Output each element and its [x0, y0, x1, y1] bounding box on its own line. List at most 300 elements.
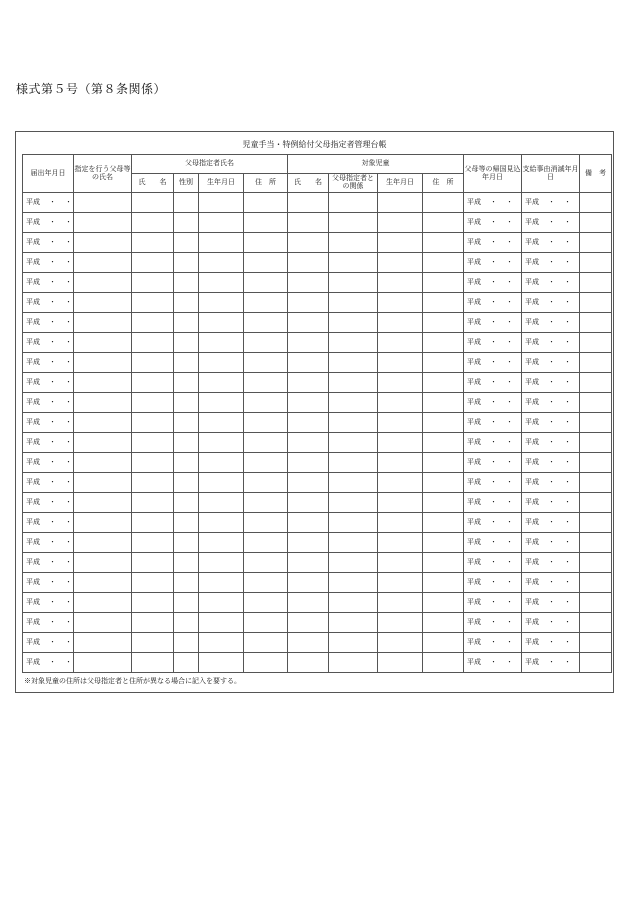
blank-cell	[423, 653, 464, 673]
cessation-date-cell	[522, 573, 580, 593]
era-label: 平成	[467, 297, 481, 306]
blank-cell	[174, 273, 199, 293]
blank-cell	[288, 573, 329, 593]
blank-cell	[580, 193, 612, 213]
return-date-cell	[464, 553, 522, 573]
era-label: 平成	[525, 317, 539, 326]
blank-cell	[174, 513, 199, 533]
filing-date-cell	[23, 633, 74, 653]
date-dots: ・ ・	[49, 297, 73, 306]
date-dots: ・ ・	[548, 557, 572, 566]
era-label: 平成	[467, 377, 481, 386]
footnote: ※対象児童の住所は父母指定者と住所が異なる場合に記入を要する。	[24, 677, 241, 685]
table-row	[23, 473, 612, 493]
date-dots: ・ ・	[490, 237, 514, 246]
blank-cell	[132, 613, 174, 633]
cessation-date-cell	[522, 333, 580, 353]
blank-cell	[174, 473, 199, 493]
return-date-cell	[464, 573, 522, 593]
blank-cell	[378, 353, 423, 373]
filing-date-cell	[23, 213, 74, 233]
date-dots: ・ ・	[548, 257, 572, 266]
blank-cell	[74, 273, 132, 293]
era-label: 平成	[467, 237, 481, 246]
blank-cell	[423, 633, 464, 653]
blank-cell	[132, 333, 174, 353]
blank-cell	[174, 333, 199, 353]
date-dots: ・ ・	[49, 357, 73, 366]
blank-cell	[329, 333, 378, 353]
blank-cell	[580, 613, 612, 633]
date-dots: ・ ・	[490, 577, 514, 586]
blank-cell	[329, 393, 378, 413]
date-dots: ・ ・	[548, 297, 572, 306]
return-date-cell	[464, 333, 522, 353]
era-label: 平成	[26, 217, 40, 226]
blank-cell	[132, 533, 174, 553]
blank-cell	[174, 413, 199, 433]
blank-cell	[174, 553, 199, 573]
blank-cell	[74, 213, 132, 233]
date-dots: ・ ・	[49, 437, 73, 446]
blank-cell	[199, 413, 244, 433]
blank-cell	[74, 453, 132, 473]
table-row	[23, 393, 612, 413]
date-dots: ・ ・	[490, 357, 514, 366]
blank-cell	[378, 293, 423, 313]
blank-cell	[288, 233, 329, 253]
date-dots: ・ ・	[490, 297, 514, 306]
cessation-date-cell	[522, 533, 580, 553]
header-remarks: 備 考	[580, 155, 612, 193]
table-row	[23, 533, 612, 553]
era-label: 平成	[525, 357, 539, 366]
ledger-frame	[15, 131, 614, 693]
blank-cell	[288, 353, 329, 373]
blank-cell	[199, 193, 244, 213]
era-label: 平成	[525, 397, 539, 406]
date-dots: ・ ・	[490, 617, 514, 626]
blank-cell	[199, 513, 244, 533]
cessation-date-cell	[522, 393, 580, 413]
return-date-cell	[464, 533, 522, 553]
date-dots: ・ ・	[49, 477, 73, 486]
header-child-relation: 父母指定者との関係	[329, 174, 378, 193]
era-label: 平成	[26, 577, 40, 586]
era-label: 平成	[467, 517, 481, 526]
return-date-cell	[464, 353, 522, 373]
date-dots: ・ ・	[548, 497, 572, 506]
blank-cell	[244, 453, 288, 473]
blank-cell	[288, 473, 329, 493]
blank-cell	[244, 273, 288, 293]
table-row	[23, 213, 612, 233]
blank-cell	[74, 353, 132, 373]
blank-cell	[199, 273, 244, 293]
blank-cell	[199, 213, 244, 233]
blank-cell	[74, 233, 132, 253]
blank-cell	[288, 273, 329, 293]
blank-cell	[132, 253, 174, 273]
blank-cell	[244, 633, 288, 653]
blank-cell	[74, 433, 132, 453]
table-row	[23, 653, 612, 673]
return-date-cell	[464, 613, 522, 633]
blank-cell	[329, 593, 378, 613]
return-date-cell	[464, 473, 522, 493]
blank-cell	[132, 193, 174, 213]
era-label: 平成	[467, 337, 481, 346]
blank-cell	[199, 373, 244, 393]
blank-cell	[74, 633, 132, 653]
date-dots: ・ ・	[490, 337, 514, 346]
filing-date-cell	[23, 313, 74, 333]
table-row	[23, 353, 612, 373]
date-dots: ・ ・	[49, 537, 73, 546]
blank-cell	[199, 453, 244, 473]
era-label: 平成	[467, 277, 481, 286]
blank-cell	[288, 613, 329, 633]
blank-cell	[580, 653, 612, 673]
blank-cell	[378, 653, 423, 673]
filing-date-cell	[23, 513, 74, 533]
blank-cell	[199, 593, 244, 613]
blank-cell	[329, 213, 378, 233]
return-date-cell	[464, 193, 522, 213]
return-date-cell	[464, 213, 522, 233]
blank-cell	[580, 413, 612, 433]
filing-date-cell	[23, 393, 74, 413]
blank-cell	[199, 293, 244, 313]
era-label: 平成	[467, 477, 481, 486]
blank-cell	[174, 393, 199, 413]
filing-date-cell	[23, 373, 74, 393]
filing-date-cell	[23, 453, 74, 473]
blank-cell	[74, 493, 132, 513]
blank-cell	[378, 413, 423, 433]
blank-cell	[580, 353, 612, 373]
era-label: 平成	[525, 617, 539, 626]
table-row	[23, 313, 612, 333]
date-dots: ・ ・	[490, 257, 514, 266]
blank-cell	[378, 233, 423, 253]
blank-cell	[174, 253, 199, 273]
blank-cell	[174, 533, 199, 553]
table-row	[23, 493, 612, 513]
era-label: 平成	[525, 417, 539, 426]
date-dots: ・ ・	[548, 537, 572, 546]
date-dots: ・ ・	[548, 397, 572, 406]
era-label: 平成	[26, 617, 40, 626]
era-label: 平成	[467, 197, 481, 206]
blank-cell	[329, 533, 378, 553]
blank-cell	[580, 333, 612, 353]
blank-cell	[288, 493, 329, 513]
blank-cell	[174, 433, 199, 453]
table-row	[23, 373, 612, 393]
cessation-date-cell	[522, 273, 580, 293]
return-date-cell	[464, 373, 522, 393]
date-dots: ・ ・	[490, 437, 514, 446]
blank-cell	[580, 273, 612, 293]
blank-cell	[288, 373, 329, 393]
blank-cell	[174, 613, 199, 633]
blank-cell	[199, 573, 244, 593]
date-dots: ・ ・	[548, 477, 572, 486]
blank-cell	[423, 393, 464, 413]
era-label: 平成	[26, 657, 40, 666]
cessation-date-cell	[522, 193, 580, 213]
blank-cell	[74, 293, 132, 313]
blank-cell	[288, 413, 329, 433]
blank-cell	[329, 553, 378, 573]
blank-cell	[199, 313, 244, 333]
date-dots: ・ ・	[49, 337, 73, 346]
blank-cell	[132, 513, 174, 533]
table-row	[23, 433, 612, 453]
blank-cell	[423, 273, 464, 293]
blank-cell	[174, 593, 199, 613]
blank-cell	[329, 513, 378, 533]
blank-cell	[378, 313, 423, 333]
blank-cell	[288, 633, 329, 653]
blank-cell	[74, 573, 132, 593]
blank-cell	[132, 213, 174, 233]
blank-cell	[423, 313, 464, 333]
era-label: 平成	[467, 217, 481, 226]
blank-cell	[580, 233, 612, 253]
era-label: 平成	[467, 437, 481, 446]
blank-cell	[329, 613, 378, 633]
return-date-cell	[464, 293, 522, 313]
blank-cell	[132, 273, 174, 293]
blank-cell	[244, 493, 288, 513]
header-designee-address: 住 所	[244, 174, 288, 193]
blank-cell	[244, 313, 288, 333]
era-label: 平成	[467, 317, 481, 326]
blank-cell	[288, 593, 329, 613]
blank-cell	[174, 293, 199, 313]
cessation-date-cell	[522, 473, 580, 493]
blank-cell	[174, 653, 199, 673]
return-date-cell	[464, 513, 522, 533]
blank-cell	[378, 193, 423, 213]
cessation-date-cell	[522, 553, 580, 573]
table-row	[23, 193, 612, 213]
blank-cell	[74, 393, 132, 413]
return-date-cell	[464, 493, 522, 513]
blank-cell	[288, 253, 329, 273]
date-dots: ・ ・	[490, 537, 514, 546]
era-label: 平成	[525, 337, 539, 346]
date-dots: ・ ・	[548, 277, 572, 286]
blank-cell	[423, 233, 464, 253]
blank-cell	[378, 553, 423, 573]
blank-cell	[423, 253, 464, 273]
blank-cell	[244, 433, 288, 453]
blank-cell	[132, 553, 174, 573]
era-label: 平成	[467, 537, 481, 546]
era-label: 平成	[26, 237, 40, 246]
blank-cell	[329, 493, 378, 513]
date-dots: ・ ・	[49, 637, 73, 646]
era-label: 平成	[26, 397, 40, 406]
date-dots: ・ ・	[490, 217, 514, 226]
blank-cell	[329, 653, 378, 673]
blank-cell	[329, 633, 378, 653]
blank-cell	[199, 353, 244, 373]
blank-cell	[329, 433, 378, 453]
filing-date-cell	[23, 573, 74, 593]
era-label: 平成	[26, 317, 40, 326]
era-label: 平成	[525, 517, 539, 526]
blank-cell	[378, 473, 423, 493]
header-designee-name: 氏 名	[132, 174, 174, 193]
blank-cell	[244, 193, 288, 213]
blank-cell	[580, 293, 612, 313]
date-dots: ・ ・	[548, 617, 572, 626]
table-row	[23, 633, 612, 653]
blank-cell	[174, 573, 199, 593]
blank-cell	[580, 633, 612, 653]
header-cessation-date: 支給事由消滅年月日	[522, 155, 580, 193]
blank-cell	[74, 533, 132, 553]
blank-cell	[378, 433, 423, 453]
blank-cell	[132, 293, 174, 313]
filing-date-cell	[23, 433, 74, 453]
cessation-date-cell	[522, 593, 580, 613]
blank-cell	[288, 313, 329, 333]
blank-cell	[244, 353, 288, 373]
blank-cell	[244, 533, 288, 553]
filing-date-cell	[23, 413, 74, 433]
blank-cell	[423, 373, 464, 393]
era-label: 平成	[525, 437, 539, 446]
era-label: 平成	[26, 597, 40, 606]
table-row	[23, 413, 612, 433]
blank-cell	[74, 553, 132, 573]
blank-cell	[288, 193, 329, 213]
return-date-cell	[464, 653, 522, 673]
blank-cell	[132, 353, 174, 373]
blank-cell	[174, 373, 199, 393]
header-child-birth: 生年月日	[378, 174, 423, 193]
filing-date-cell	[23, 273, 74, 293]
blank-cell	[288, 533, 329, 553]
return-date-cell	[464, 273, 522, 293]
date-dots: ・ ・	[548, 517, 572, 526]
blank-cell	[580, 573, 612, 593]
ledger-title: 児童手当・特例給付父母指定者管理台帳	[242, 140, 387, 149]
blank-cell	[423, 333, 464, 353]
blank-cell	[174, 353, 199, 373]
blank-cell	[74, 253, 132, 273]
blank-cell	[132, 653, 174, 673]
date-dots: ・ ・	[49, 397, 73, 406]
date-dots: ・ ・	[490, 397, 514, 406]
table-row	[23, 573, 612, 593]
filing-date-cell	[23, 593, 74, 613]
era-label: 平成	[467, 397, 481, 406]
blank-cell	[74, 473, 132, 493]
era-label: 平成	[467, 497, 481, 506]
date-dots: ・ ・	[49, 497, 73, 506]
date-dots: ・ ・	[490, 417, 514, 426]
blank-cell	[329, 193, 378, 213]
era-label: 平成	[467, 637, 481, 646]
blank-cell	[580, 593, 612, 613]
filing-date-cell	[23, 253, 74, 273]
blank-cell	[378, 213, 423, 233]
blank-cell	[174, 453, 199, 473]
date-dots: ・ ・	[49, 577, 73, 586]
date-dots: ・ ・	[548, 657, 572, 666]
date-dots: ・ ・	[49, 657, 73, 666]
blank-cell	[199, 653, 244, 673]
blank-cell	[423, 453, 464, 473]
blank-cell	[199, 233, 244, 253]
blank-cell	[74, 613, 132, 633]
blank-cell	[329, 253, 378, 273]
era-label: 平成	[26, 457, 40, 466]
blank-cell	[288, 433, 329, 453]
era-label: 平成	[525, 197, 539, 206]
date-dots: ・ ・	[548, 637, 572, 646]
blank-cell	[244, 333, 288, 353]
blank-cell	[199, 533, 244, 553]
blank-cell	[580, 213, 612, 233]
era-label: 平成	[26, 477, 40, 486]
era-label: 平成	[525, 497, 539, 506]
filing-date-cell	[23, 293, 74, 313]
blank-cell	[174, 493, 199, 513]
blank-cell	[244, 373, 288, 393]
blank-cell	[244, 653, 288, 673]
date-dots: ・ ・	[49, 557, 73, 566]
date-dots: ・ ・	[49, 257, 73, 266]
blank-cell	[288, 453, 329, 473]
era-label: 平成	[26, 497, 40, 506]
header-return-date: 父母等の帰国見込年月日	[464, 155, 522, 193]
filing-date-cell	[23, 353, 74, 373]
blank-cell	[378, 373, 423, 393]
header-designee-group: 父母指定者氏名	[132, 155, 288, 174]
blank-cell	[423, 413, 464, 433]
return-date-cell	[464, 453, 522, 473]
era-label: 平成	[467, 597, 481, 606]
era-label: 平成	[525, 377, 539, 386]
blank-cell	[329, 233, 378, 253]
cessation-date-cell	[522, 493, 580, 513]
return-date-cell	[464, 433, 522, 453]
era-label: 平成	[525, 297, 539, 306]
filing-date-cell	[23, 473, 74, 493]
blank-cell	[378, 253, 423, 273]
table-row	[23, 273, 612, 293]
date-dots: ・ ・	[49, 597, 73, 606]
blank-cell	[378, 593, 423, 613]
return-date-cell	[464, 413, 522, 433]
date-dots: ・ ・	[490, 477, 514, 486]
date-dots: ・ ・	[548, 577, 572, 586]
blank-cell	[132, 413, 174, 433]
return-date-cell	[464, 233, 522, 253]
date-dots: ・ ・	[49, 217, 73, 226]
blank-cell	[423, 353, 464, 373]
table-row	[23, 613, 612, 633]
blank-cell	[423, 293, 464, 313]
era-label: 平成	[26, 197, 40, 206]
